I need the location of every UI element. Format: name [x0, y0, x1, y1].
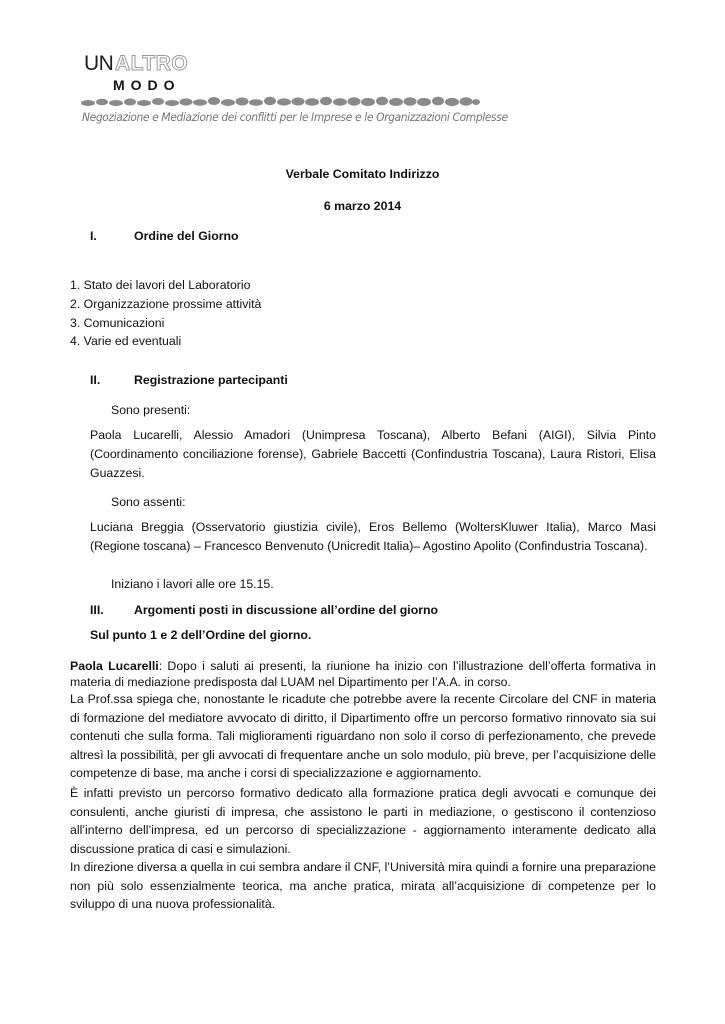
section-3-subheading: Sul punto 1 e 2 dell’Ordine del giorno. — [90, 628, 312, 642]
paragraph-3: È infatti previsto un percorso formativo dedicato alla formazione pratica degli avvocati e comunque dei consulenti, anche giuristi di impresa, che assistono le parti in mediazione, o gestiscono il contenzioso all’interno dell’impresa, ed un percorso di specializzazione - aggiornamento interamente dedicato alla discussione pratica di casi e simulazioni. — [70, 786, 656, 856]
section-2-number: II. — [90, 373, 101, 387]
paragraph-4: In direzione diversa a quella in cui sembra andare il CNF, l’Università mira quindi a fornire una preparazione non più solo essenzialmente teorica, ma anche pratica, mirata all’acquisizione di competenze per lo sviluppo di una nuova professionalità. — [70, 860, 656, 911]
agenda-item: 3. Comunicazioni — [70, 316, 165, 330]
paragraph-1 — [70, 658, 656, 690]
logo-un-text: UN — [84, 52, 114, 75]
speaker-name: Paola Lucarelli — [70, 659, 159, 673]
section-1-number: I. — [90, 229, 97, 243]
logo-altro-text: ALTRO — [115, 52, 189, 75]
logo-modo-text: MODO — [113, 77, 181, 93]
pebbles-icon — [80, 94, 480, 108]
section-1-title: Ordine del Giorno — [134, 229, 239, 243]
paragraph-2: La Prof.ssa spiega che, nonostante le ricadute che potrebbe avere la recente Circolare del CNF in materia di formazione del mediatore avvocato di diritto, il Dipartimento offre un percorso formativo rinnovato sia sui contenuti che sulla forma. Tali miglioramenti riguardano non solo il corso di perfezionamento, che prevede altresì la possibilità, per gli avvocati di frequentare anche un solo modulo, più breve, per l’acquisizione delle competenze di base, ma anche i corsi di specializzazione e aggiornamento. — [70, 692, 656, 780]
absent-label: Sono assenti: — [111, 495, 186, 509]
start-time-text: Iniziano i lavori alle ore 15.15. — [111, 577, 274, 591]
agenda-item: 1. Stato dei lavori del Laboratorio — [70, 278, 251, 292]
section-2-title: Registrazione partecipanti — [134, 373, 288, 387]
document-title: Verbale Comitato Indirizzo — [285, 167, 440, 181]
logo — [80, 50, 508, 130]
section-3-number: III. — [90, 603, 104, 617]
agenda-item: 2. Organizzazione prossime attività — [70, 297, 262, 311]
section-3-title: Argomenti posti in discussione all’ordine del giorno — [134, 603, 439, 617]
logo-tagline: Negoziazione e Mediazione dei conflitti per le Imprese e le Organizzazioni Complesse — [82, 110, 508, 124]
document-date: 6 marzo 2014 — [323, 199, 402, 213]
absent-list: Luciana Breggia (Osservatorio giustizia civile), Eros Bellemo (WoltersKluwer Italia), Marco Masi (Regione toscana) – Francesco Benvenuto (Unicredit Italia)– Agostino Apolito (Confindustria Toscana). — [90, 520, 656, 553]
agenda-item: 4. Varie ed eventuali — [70, 334, 182, 348]
present-list: Paola Lucarelli, Alessio Amadori (Unimpresa Toscana), Alberto Befani (AIGI), Silvia Pinto (Coordinamento conciliazione forense), Gabriele Baccetti (Confindustria Toscana), Laura Ristori, Elisa Guazzesi. — [90, 428, 656, 480]
paragraph-1-text: : Dopo i saluti ai presenti, la riunione ha inizio con l’illustrazione dell’offerta formativa in materia di mediazione predisposta dal LUAM nel Dipartimento per l’A.A. in corso. — [70, 659, 656, 689]
present-label: Sono presenti: — [111, 403, 191, 417]
